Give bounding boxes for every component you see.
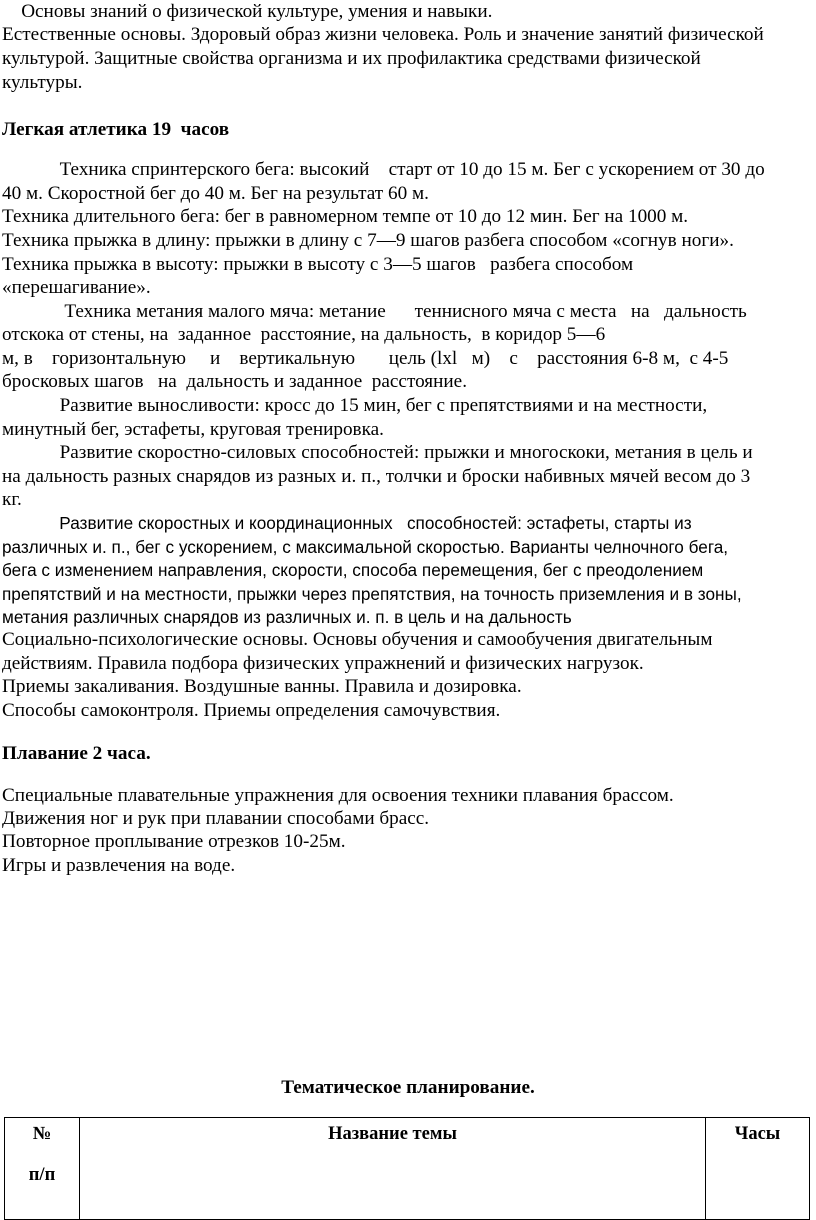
- thematic-planning-title: Тематическое планирование.: [281, 1077, 535, 1098]
- paragraph-line: Повторное проплывание отрезков 10-25м.: [2, 831, 346, 852]
- header-number-abbr: п/п: [28, 1165, 56, 1185]
- paragraph-line: Развитие выносливости: кросс до 15 мин, бег с препятствиями и на местности,: [2, 395, 708, 416]
- paragraph-line-sans: бега с изменением направления, скорости, способа перемещения, бег с преодолением: [2, 560, 704, 580]
- planning-table: [4, 1117, 810, 1220]
- paragraph-line: «перешагивание».: [2, 277, 151, 298]
- header-number: [5, 1118, 80, 1220]
- paragraph-line: отскока от стены, на заданное расстояние, на дальность, в коридор 5—6: [2, 324, 606, 345]
- paragraph-line: культуры.: [2, 72, 83, 93]
- paragraph-line: на дальность разных снарядов из разных и. п., толчки и броски набивных мячей весом до 3: [2, 466, 751, 487]
- intro-heading: Основы знаний о физической культуре, умения и навыки.: [2, 1, 493, 22]
- paragraph-line: Техника метания малого мяча: метание теннисного мяча с места на дальность: [2, 301, 747, 322]
- paragraph-line: Движения ног и рук при плавании способами брасс.: [2, 808, 430, 829]
- paragraph-line-sans: различных и. п., бег с ускорением, с максимальной скоростью. Варианты челночного бега,: [2, 537, 729, 557]
- paragraph-line: 40 м. Скоростной бег до 40 м. Бег на результат 60 м.: [2, 183, 429, 204]
- paragraph-line-sans: препятствий и на местности, прыжки через препятствия, на точность приземления и в зоны,: [2, 584, 742, 604]
- section-heading-athletics: Легкая атлетика 19 часов: [2, 119, 230, 140]
- section-heading-swimming: Плавание 2 часа.: [2, 743, 151, 764]
- paragraph-line: Техника длительного бега: бег в равномерном темпе от 10 до 12 мин. Бег на 1000 м.: [2, 206, 689, 227]
- paragraph-line-sans: Развитие скоростных и координационных способностей: эстафеты, старты из: [2, 513, 692, 533]
- paragraph-line: Приемы закаливания. Воздушные ванны. Правила и дозировка.: [2, 676, 522, 697]
- header-hours: Часы: [706, 1118, 810, 1220]
- paragraph-line: Способы самоконтроля. Приемы определения самочувствия.: [2, 700, 501, 721]
- paragraph-line: Специальные плавательные упражнения для освоения техники плавания брассом.: [2, 785, 674, 806]
- paragraph-line: Естественные основы. Здоровый образ жизни человека. Роль и значение занятий физической: [2, 24, 764, 45]
- paragraph-line: м, в горизонтальную и вертикальную цель (lxl м) с расстояния 6-8 м, с 4-5: [2, 348, 729, 369]
- paragraph-line-sans: метания различных снарядов из различных и. п. в цель и на дальность: [2, 607, 572, 627]
- paragraph-line: бросковых шагов на дальность и заданное расстояние.: [2, 371, 467, 392]
- table-header-row: [5, 1118, 810, 1220]
- header-number-symbol: №: [32, 1124, 52, 1144]
- paragraph-line: Техника спринтерского бега: высокий старт от 10 до 15 м. Бег с ускорением от 30 до: [2, 159, 765, 180]
- paragraph-line: минутный бег, эстафеты, круговая тренировка.: [2, 419, 384, 440]
- paragraph-line: кг.: [2, 489, 22, 510]
- paragraph-line: Развитие скоростно-силовых способностей: прыжки и многоскоки, метания в цель и: [2, 442, 753, 463]
- header-topic-name: Название темы: [80, 1118, 706, 1220]
- paragraph-line: Социально-психологические основы. Основы обучения и самообучения двигательным: [2, 629, 713, 650]
- paragraph-line: культурой. Защитные свойства организма и их профилактика средствами физической: [2, 48, 701, 69]
- paragraph-line: Игры и развлечения на воде.: [2, 855, 236, 876]
- paragraph-line: Техника прыжка в длину: прыжки в длину с 7—9 шагов разбега способом «согнув ноги».: [2, 230, 734, 251]
- paragraph-line: Техника прыжка в высоту: прыжки в высоту с 3—5 шагов разбега способом: [2, 254, 634, 275]
- paragraph-line: действиям. Правила подбора физических упражнений и физических нагрузок.: [2, 653, 644, 674]
